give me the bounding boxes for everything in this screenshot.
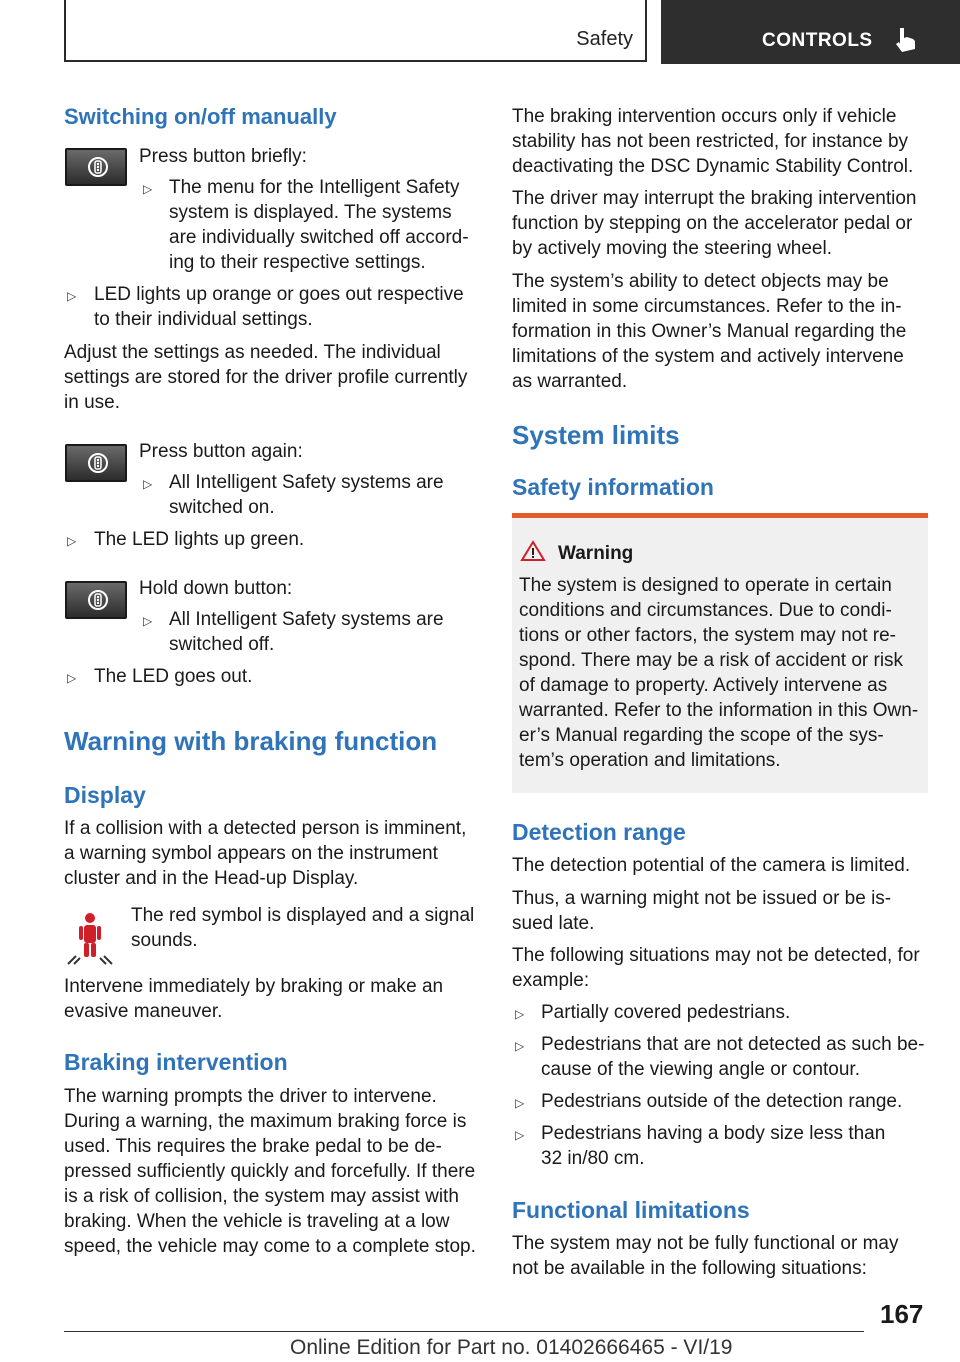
heading-system-limits: System limits: [512, 420, 680, 450]
text-line: to their individual settings.: [94, 309, 313, 330]
text-line: used. This requires the brake pedal to be de-: [64, 1136, 442, 1157]
triangle-right-icon: ▷: [515, 1096, 525, 1110]
text-line: sued late.: [512, 913, 595, 934]
text-line: All Intelligent Safety systems are: [169, 609, 444, 630]
text-line: formation in this Owner’s Manual regarding the: [512, 321, 907, 342]
text-line: er’s Manual regarding the scope of the sys-: [519, 725, 884, 746]
warning-label: Warning: [558, 543, 634, 564]
text-line: The menu for the Intelligent Safety: [169, 177, 460, 198]
text-line: The driver may interrupt the braking intervention: [512, 188, 917, 209]
intelligent-safety-button-icon: [87, 452, 109, 474]
text-line: Thus, a warning might not be issued or be is-: [512, 888, 892, 909]
footer-divider: [64, 1331, 864, 1332]
text-line: The red symbol is displayed and a signal: [131, 905, 475, 926]
text-line: speed, the vehicle may come to a complete stop.: [64, 1236, 476, 1257]
triangle-right-icon: ▷: [515, 1039, 525, 1053]
text-line: Pedestrians that are not detected as such be-: [541, 1034, 925, 1055]
triangle-right-icon: ▷: [515, 1128, 525, 1142]
text-line: of damage to property. Actively intervene as: [519, 675, 888, 696]
intelligent-safety-button-icon: [87, 589, 109, 611]
text-line: During a warning, the maximum braking force is: [64, 1111, 467, 1132]
text-line: ing to their respective settings.: [169, 252, 426, 273]
text-line: is a risk of collision, the system may assist with: [64, 1186, 459, 1207]
text-line: 32 in/80 cm.: [541, 1148, 645, 1169]
intelligent-safety-button-icon: [87, 156, 109, 178]
header-section-title: Safety: [576, 28, 633, 50]
header-chapter-box: [661, 0, 960, 64]
triangle-right-icon: ▷: [143, 614, 153, 628]
heading-functional-limitations: Functional limitations: [512, 1197, 750, 1223]
text-line: by actively moving the steering wheel.: [512, 238, 832, 259]
triangle-right-icon: ▷: [143, 182, 153, 196]
text-line: warranted. Refer to the information in this Own-: [519, 700, 919, 721]
text-line: not be available in the following situations:: [512, 1258, 867, 1279]
text-press-briefly: Press button briefly:: [139, 146, 307, 167]
text-line: cause of the viewing angle or contour.: [541, 1059, 860, 1080]
text-line: a warning symbol appears on the instrument: [64, 843, 438, 864]
text-line: system is displayed. The systems: [169, 202, 452, 223]
header-chapter-title: CONTROLS: [762, 30, 873, 51]
text-press-again: Press button again:: [139, 441, 303, 462]
safety-button-image: [65, 581, 127, 619]
text-line: The LED lights up green.: [94, 529, 305, 550]
text-line: sounds.: [131, 930, 198, 951]
triangle-right-icon: ▷: [67, 534, 77, 548]
header-section-box: [64, 0, 647, 62]
triangle-right-icon: ▷: [143, 477, 153, 491]
text-line: Adjust the settings as needed. The individual: [64, 342, 441, 363]
heading-braking-intervention: Braking intervention: [64, 1049, 288, 1075]
text-line: switched on.: [169, 497, 275, 518]
safety-button-image: [65, 148, 127, 186]
text-line: The braking intervention occurs only if vehicle: [512, 106, 897, 127]
text-line: evasive maneuver.: [64, 1001, 223, 1022]
text-line: braking. When the vehicle is traveling at a low: [64, 1211, 450, 1232]
text-line: spond. There may be a risk of accident or risk: [519, 650, 904, 671]
text-line: The following situations may not be detected, for: [512, 945, 920, 966]
text-line: conditions and circumstances. Due to condi-: [519, 600, 892, 621]
footer-edition: Online Edition for Part no. 01402666465 - VI/19: [290, 1336, 733, 1359]
text-line: The LED goes out.: [94, 666, 253, 687]
safety-button-image: [65, 444, 127, 482]
triangle-right-icon: ▷: [67, 289, 77, 303]
heading-safety-information: Safety information: [512, 474, 714, 500]
text-line: Partially covered pedestrians.: [541, 1002, 791, 1023]
text-hold-down: Hold down button:: [139, 578, 293, 599]
text-line: as warranted.: [512, 371, 628, 392]
text-line: pressed sufficiently quickly and forcefully. If there: [64, 1161, 476, 1182]
text-line: limited in some circumstances. Refer to the in-: [512, 296, 902, 317]
text-line: tions or other factors, the system may not re-: [519, 625, 896, 646]
text-line: The detection potential of the camera is limited.: [512, 855, 911, 876]
text-line: The system’s ability to detect objects may be: [512, 271, 889, 292]
text-line: If a collision with a detected person is imminent,: [64, 818, 467, 839]
text-line: Intervene immediately by braking or make an: [64, 976, 444, 997]
text-line: are individually switched off accord-: [169, 227, 469, 248]
hand-pointer-icon: [894, 26, 920, 54]
text-line: limitations of the system and actively intervene: [512, 346, 904, 367]
triangle-right-icon: ▷: [67, 671, 77, 685]
text-line: function by stepping on the accelerator pedal or: [512, 213, 913, 234]
text-line: example:: [512, 970, 590, 991]
heading-detection-range: Detection range: [512, 819, 686, 845]
text-line: Pedestrians outside of the detection range.: [541, 1091, 903, 1112]
text-line: All Intelligent Safety systems are: [169, 472, 444, 493]
text-line: tem’s operation and limitations.: [519, 750, 781, 771]
text-line: Pedestrians having a body size less than: [541, 1123, 886, 1144]
text-line: stability has not been restricted, for instance by: [512, 131, 909, 152]
text-line: switched off.: [169, 634, 275, 655]
text-line: The system may not be fully functional or may: [512, 1233, 899, 1254]
pedestrian-warning-icon: [66, 910, 114, 966]
text-line: The system is designed to operate in certain: [519, 575, 892, 596]
triangle-right-icon: ▷: [515, 1007, 525, 1021]
text-line: in use.: [64, 392, 120, 413]
text-line: LED lights up orange or goes out respective: [94, 284, 464, 305]
heading-switching-manually: Switching on/off manually: [64, 104, 337, 129]
text-line: deactivating the DSC Dynamic Stability Control.: [512, 156, 914, 177]
text-line: The warning prompts the driver to intervene.: [64, 1086, 437, 1107]
heading-warning-braking: Warning with braking function: [64, 726, 438, 756]
heading-display: Display: [64, 782, 146, 808]
page-number: 167: [880, 1299, 924, 1329]
text-line: settings are stored for the driver profile currently: [64, 367, 468, 388]
text-line: cluster and in the Head-up Display.: [64, 868, 359, 889]
warning-triangle-icon: [520, 540, 546, 562]
